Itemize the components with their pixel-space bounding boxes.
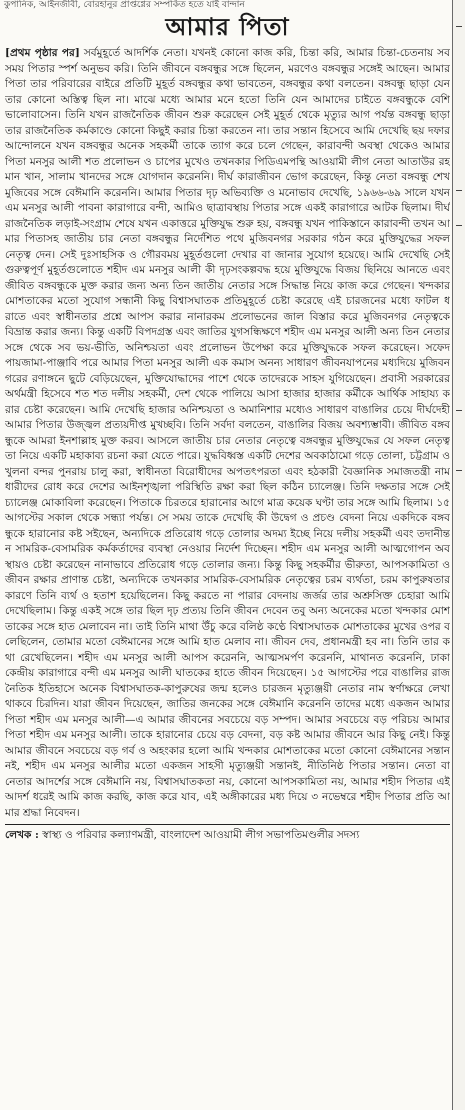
article-title: আমার পিতা xyxy=(165,12,290,41)
adjacent-text-fragment xyxy=(456,470,462,471)
adjacent-text-fragment xyxy=(456,190,462,191)
article-body-text: সর্বমুহূর্তে আদর্শিক নেতা। যখনই কোনো কাজ করি, চিন্তা করি, আমার চিন্তা-চেতনায় সব সময় পিতার স্পর্শ অনুভব করি। তিনি জীবনে বঙ্গবন্ধুর সঙ্গে ছিলেন, মরণেও বঙ্গবন্ধুর সঙ্গেই আছেন। আমার পিতা তার পরিবারের বাইরে প্রতিটি মুহূর্ত বঙ্গবন্ধুর কথা ভাবতেন, বঙ্গবন্ধুর কথা বলতেন। বঙ্গবন্ধু ছাড়া যেন তার কোনো অস্তিত্ব ছিল না। মাঝে মধ্যে আমার মনে হতো তিনি যেন আমাদের চাইতে বঙ্গবন্ধুকে বেশি ভালোবাসেন। তিনি যখন রাজনৈতিক জীবন শুরু করেছেন সেই মুহূর্ত থেকে মৃত্যুর আগ পর্যন্ত বঙ্গবন্ধু ছাড়া তার রাজনৈতিক কর্মকাণ্ডে কোনো কিছুই করার চিন্তা করতেন না। তার সন্তান হিসেবে আমি দেখেছি ছয় দফার আন্দোলনে যখন বঙ্গবন্ধুর অনেক সহকর্মী তাকে ত্যাগ করে চলে গেছেন, কারাবন্দী অবস্থা থেকেও আমার পিতা মনসুর আলী শত প্রলোভন ও চাপের মুখেও তখনকার পিডিএমপন্থি আওয়ামী লীগ নেতা আতাউর রহমান খান, সালাম খানদের সঙ্গে যোগদান করেননি। দীর্ঘ কারাজীবন ভোগ করেছেন, কিন্তু নেতা বঙ্গবন্ধু শেখ মুজিবের সঙ্গে বেঈমানি করেননি। আমার পিতার দৃঢ় অভিব্যক্তি ও মনোভাব দেখেছি, ১৯৬৬-৬৯ সালে যখন এম মনসুর আলী পাবনা কারাগারে বন্দী, আমিও ছাত্রাবস্থায় পিতার সঙ্গে একই কারাগারে আটক ছিলাম। দীর্ঘ রাজনৈতিক লড়াই-সংগ্রাম শেষে যখন একাত্তরে মুক্তিযুদ্ধ শুরু হয়, বঙ্গবন্ধু যখন পাকিস্তানে কারাবন্দী তখন আমার পিতাসহ জাতীয় চার নেতা বঙ্গবন্ধুর নির্দেশিত পথে মুজিবনগর সরকার গঠন করে মুক্তিযুদ্ধের সফল নেতৃত্ব দেন। সেই দুঃসাহসিক ও গৌরবময় মুহূর্তগুলো দেখার বা জানার সুযোগ হয়েছে। আমি দেখেছি সেই গুরুত্বপূর্ণ মুহূর্তগুলোতে শহীদ এম মনসুর আলী কী দৃঢ়সংকল্পবদ্ধ হয়ে মুক্তিযুদ্ধে বিজয় ছিনিয়ে আনতে এবং জীবিত বঙ্গবন্ধুকে মুক্ত করার জন্য অন্য তিন জাতীয় নেতার সঙ্গে সিদ্ধান্ত নিয়ে কাজ করে গেছেন। খন্দকার মোশতাকের মতো সুযোগ সন্ধানী কিছু বিশ্বাসঘাতক প্রতিমুহূর্তে চেষ্টা করেছে এই চারজনের মধ্যে ফাটল ধরাতে এবং স্বাধীনতার প্রশ্নে আপস করার নানারকম প্রলোভনের জাল বিস্তার করে মুজিবনগর নেতৃত্বকে বিভ্রান্ত করার জন্য। কিন্তু একটি বিপদগ্রস্ত এবং জাতির যুগসন্ধিক্ষণে শহীদ এম মনসুর আলী অন্য তিন নেতার সঙ্গে থেকে সব ভয়-ভীতি, অনিশ্চয়তা এবং প্রলোভন উপেক্ষা করে মুক্তিযুদ্ধকে সফল করেছেন। সফেদ পায়জামা-পাঞ্জাবি পরে আমার পিতা মনসুর আলী এক কমাস অনন্য সাধারণ জীবনযাপনের মধ্যদিয়ে মুজিবনগরের রণাঙ্গনে ছুটে বেড়িয়েছেন, মুক্তিযোদ্ধাদের পাশে থেকে তাদেরকে সাহস যুগিয়েছেন। প্রবাসী সরকারের অর্থমন্ত্রী হিসেবে শত শত দলীয় সহকর্মী, দেশ থেকে পালিয়ে আসা হাজার হাজার কর্মীকে আর্থিক সাহায্য করার চেষ্টা করেছেন। আমি দেখেছি হাজার অনিশ্চয়তা ও অমানিশার মধ্যেও সাধারণ বাঙালির চেয়ে দীর্ঘদেহী আমার পিতার উজ্জ্বল প্রত্যয়দীপ্ত মুখচ্ছবি। তিনি সর্বদা বলতেন, বাঙালির বিজয় অবশ্যম্ভাবী। জীবিত বঙ্গবন্ধুকে আমরা ইনশাল্লাহ মুক্ত করব। আসলে জাতীয় চার নেতার নেতৃত্বে বঙ্গবন্ধুর মুক্তিযুদ্ধের যে সফল নেতৃত্ব তা নিয়ে একটি মহাকাব্য রচনা করা যেতে পারে। যুদ্ধবিধ্বস্ত একটি দেশের অবকাঠামো গড়ে তোলা, চট্টগ্রাম ও খুলনা বন্দর পুনরায় চালু করা, স্বাধীনতা বিরোধীদের অপতৎপরতা এবং হঠকারী বৈজ্ঞানিক সমাজতন্ত্রী নামধারীদের রোধ করে দেশের আইনশৃঙ্খলা পরিস্থিতি রক্ষা করা ছিল কঠিন চ্যালেঞ্জ। তিনি দক্ষতার সঙ্গে সেই চ্যালেঞ্জ মোকাবিলা করেছেন। পিতাকে চিরতরে হারানোর আগে মাত্র কয়েক ঘণ্টা তার সঙ্গে আমি ছিলাম। ১৫ আগস্টের সকাল থেকে সন্ধ্যা পর্যন্ত। সে সময় তাকে দেখেছি কী উদ্বেগ ও প্রচণ্ড বেদনা নিয়ে একদিকে বঙ্গবন্ধুকে হারানোর কষ্ট সইছেন, অন্যদিকে প্রতিরোধ গড়ে তোলার অদম্য ইচ্ছে নিয়ে দলীয় সহকর্মী এবং তদানীন্তন সামরিক-বেসামরিক কর্মকর্তাদের ব্যবস্থা নেওয়ার নির্দেশ দিচ্ছেন। শহীদ এম মনসুর আলী আত্মগোপন অবস্থায়ও চেষ্টা করেছেন নানাভাবে প্রতিরোধ গড়ে তোলার জন্য। কিন্তু কিছু সহকর্মীর ভীরুতা, আপসকামিতা ও জীবন রক্ষার প্রাণান্ত চেষ্টা, অন্যদিকে তখনকার সামরিক-বেসামরিক নেতৃত্বের চরম ব্যর্থতা, চরম কাপুরুষতার কারণে তিনি ব্যর্থ ও হতাশ হয়েছিলেন। কিছু করতে না পারার বেদনায় জর্জর তার অশ্রুসিক্ত চেহারা আমি দেখেছিলাম। কিন্তু একই সঙ্গে তার ছিল দৃঢ় প্রত্যয় তিনি জীবন দেবেন তবু অন্য অনেকের মতো খন্দকার মোশতাকের সঙ্গে হাত মেলাবেন না। তাই তিনি মাথা উঁচু করে বলিষ্ঠ কণ্ঠে বিশ্বাসঘাতক মোশতাকের মুখের ওপর বলেছিলেন, তোমার মতো বেঈমানের সঙ্গে আমি হাত মেলাব না। জীবন দেব, প্রধানমন্ত্রী হব না। তিনি তার কথা রেখেছিলেন। শহীদ এম মনসুর আলী আপস করেননি, আত্মসমর্পণ করেননি, মাথানত করেননি, ঢাকা কেন্দ্রীয় কারাগারে বন্দী এম মনসুর আলী ঘাতকের হাতে জীবন দিয়েছেন। ১৫ আগস্টের পরে বাঙালির রাজনৈতিক ইতিহাসে অনেক বিশ্বাসঘাতক-কাপুরুষের জন্ম হলেও চারজন মৃত্যুঞ্জয়ী নেতার নাম স্বর্ণাক্ষরে লেখা থাকবে চিরদিন। যারা জীবন দিয়েছেন, জাতির জনকের সঙ্গে বেঈমানি করেননি তাদের মধ্যে একজন আমার পিতা শহীদ এম মনসুর আলী—এ আমার জীবনের সবচেয়ে বড় সম্পদ। আমার সবচেয়ে বড় পরিচয় আমার পিতা শহীদ এম মনসুর আলী। তাকে হারানোর চেয়ে বড় বেদনা, বড় কষ্ট আমার জীবনে আর কিছু নেই। কিন্তু আমার জীবনে সবচেয়ে বড় গর্ব ও অহংকার হলো আমি খন্দকার মোশতাকের মতো কোনো বেঈমানের সন্তান নই, শহীদ এম মনসুর আলীর মতো একজন সাহসী মৃত্যুঞ্জয়ী সন্তানই, নীতিনিষ্ঠ পিতার সন্তান। নেতা বা নেতার আদর্শের সঙ্গে বেঈমানি নয়, বিশ্বাসঘাতকতা নয়, কোনো আপসকামিতা নয়, আমার শহীদ পিতার এই আদর্শ ধরেই আমি কাজ করছি, কাজ করে যাব, এই অঙ্গীকারের মধ্য দিয়ে ৩ নভেম্বরে শহীদ পিতার প্রতি আমার শ্রদ্ধা নিবেদন। xyxy=(5,47,450,819)
adjacent-article-fragment: কুপানিক, আইনজীবী, বোরহানুর প্রাপ্তগ্নের সম্পর্কিত হতে যাই বান্দান xyxy=(4,0,245,10)
article xyxy=(5,10,450,1108)
adjacent-text-fragment xyxy=(456,225,462,226)
continuation-label: [প্রথম পৃষ্ঠার পর] xyxy=(5,47,80,59)
byline-divider xyxy=(5,824,450,825)
adjacent-text-fragment xyxy=(456,26,462,27)
byline-label: লেখক : xyxy=(5,829,39,841)
adjacent-column-edge xyxy=(452,0,465,1110)
adjacent-text-fragment xyxy=(456,410,462,411)
byline xyxy=(5,828,450,842)
article-body xyxy=(5,46,450,821)
byline-text: স্বাস্থ্য ও পরিবার কল্যাণমন্ত্রী, বাংলাদেশ আওয়ামী লীগ সভাপতিমণ্ডলীর সদস্য xyxy=(38,829,360,841)
